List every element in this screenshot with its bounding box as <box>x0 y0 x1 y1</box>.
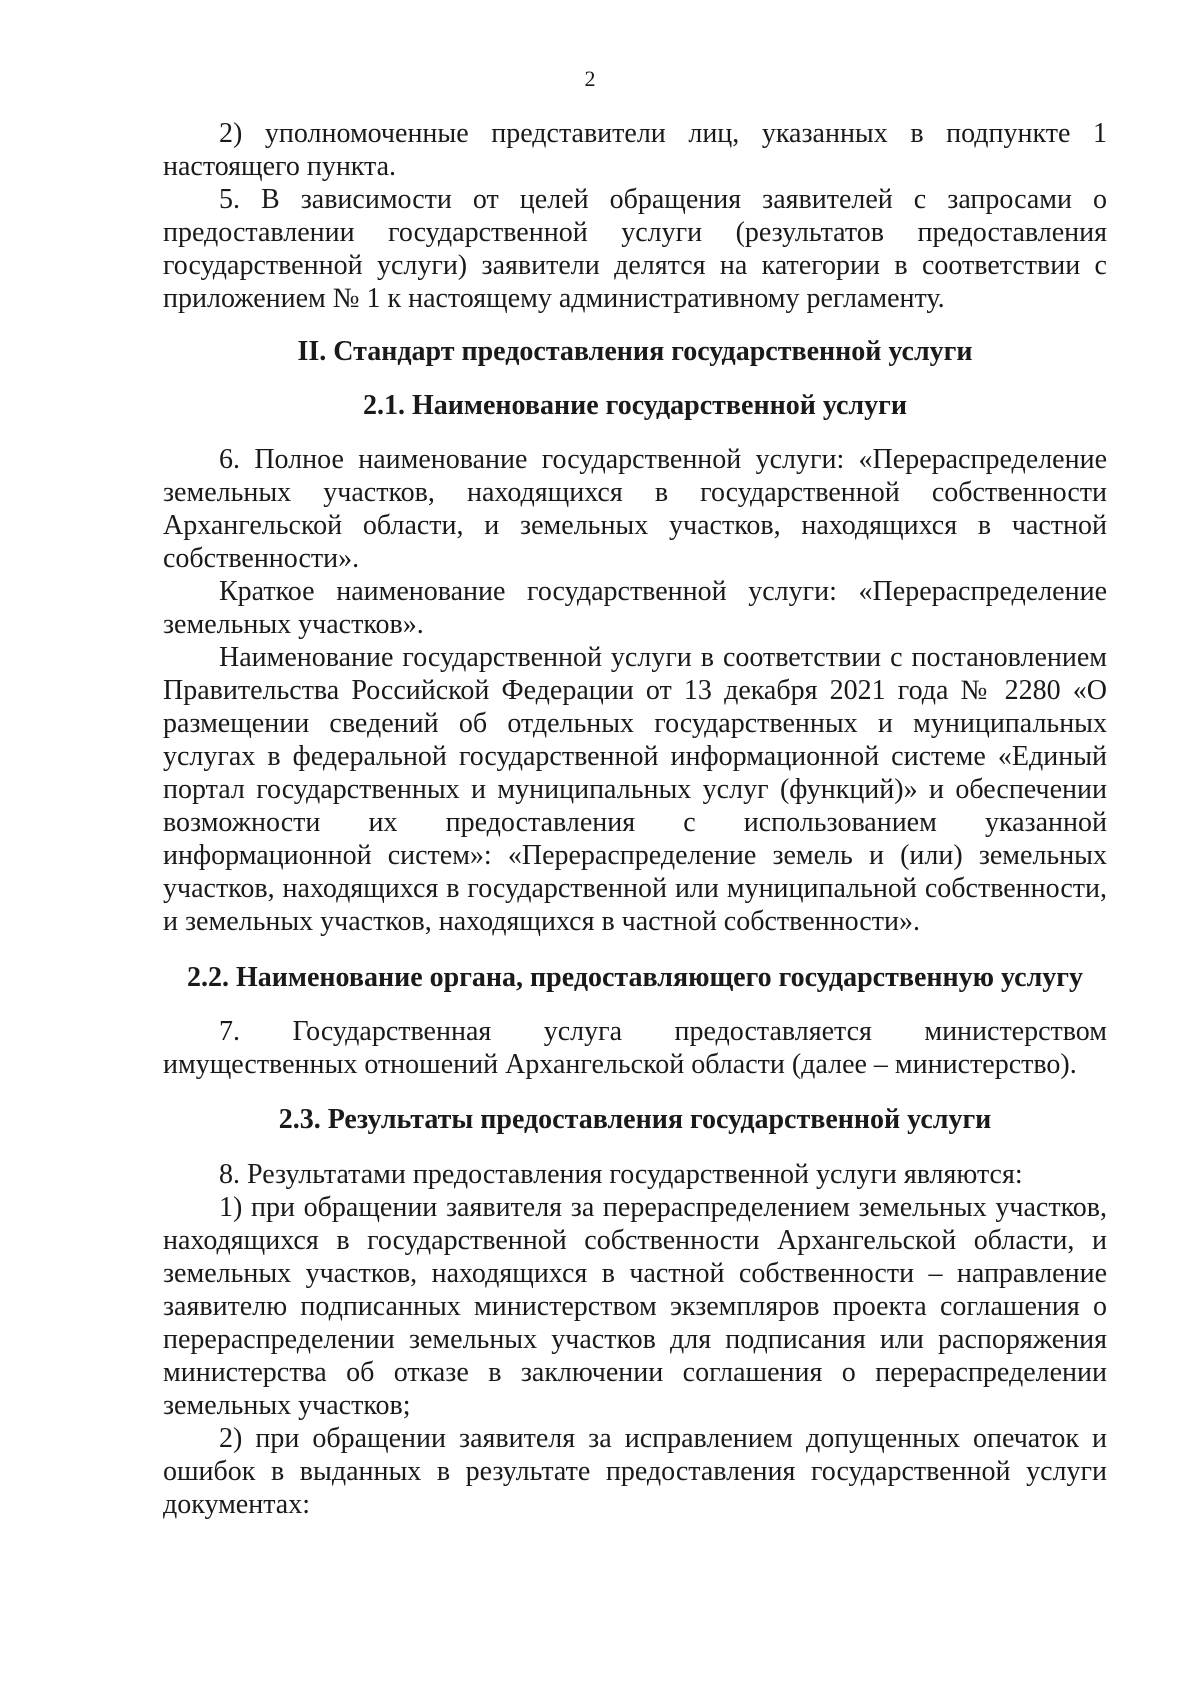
section-title: II. Стандарт предоставления государственной услуги <box>297 336 973 367</box>
subsection-2-1-title: 2.1. Наименование государственной услуги <box>363 390 907 421</box>
paragraph-7: 7. Государственная услуга предоставляется министерством имущественных отношений Архангельской области (далее – министерство). <box>163 1016 1107 1080</box>
paragraph-short-name: Краткое наименование государственной услуги: «Перераспределение земельных участков». <box>163 576 1107 640</box>
document-body <box>163 117 1107 1521</box>
paragraph-6: 6. Полное наименование государственной услуги: «Перераспределение земельных участков, находящихся в государственной собственности Архангельской области, и земельных участков, находящихся в частной собственности». <box>163 444 1107 574</box>
paragraph-8-item-1: 1) при обращении заявителя за перераспределением земельных участков, находящихся в государственной собственности Архангельской области, и земельных участков, находящихся в частной собственности – направление заявителю подписанных министерством экземпляров проекта соглашения о перераспределении земельных участков для подписания или распоряжения министерства об отказе в заключении соглашения о перераспределении земельных участков; <box>163 1192 1107 1421</box>
paragraph-5: 5. В зависимости от целей обращения заявителей с запросами о предоставлении государственной услуги (результатов предоставления государственной услуги) заявители делятся на категории в соответствии с приложением № 1 к настоящему административному регламенту. <box>163 184 1107 314</box>
subsection-2-2-title: 2.2. Наименование органа, предоставляющего государственную услугу <box>186 962 1084 993</box>
subsection-2-3-title: 2.3. Результаты предоставления государственной услуги <box>278 1104 992 1135</box>
paragraph-8: 8. Результатами предоставления государственной услуги являются: <box>219 1159 1023 1190</box>
paragraph-8-item-2: 2) при обращении заявителя за исправлением допущенных опечаток и ошибок в выданных в результате предоставления государственной услуги документах: <box>163 1423 1107 1520</box>
paragraph-item-2: 2) уполномоченные представители лиц, указанных в подпункте 1 настоящего пункта. <box>163 118 1107 182</box>
paragraph-name-per-resolution: Наименование государственной услуги в соответствии с постановлением Правительства Российской Федерации от 13 декабря 2021 года № 2280 «О размещении сведений об отдельных государственных и муниципальных услугах в федеральной государственной информационной системе «Единый портал государственных и муниципальных услуг (функций)» и обеспечении возможности их предоставления с использованием указанной информационной систем»: «Перераспределение земель и (или) земельных участков, находящихся в государственной или муниципальной собственности, и земельных участков, находящихся в частной собственности». <box>163 642 1107 937</box>
page-number: 2 <box>584 66 596 91</box>
